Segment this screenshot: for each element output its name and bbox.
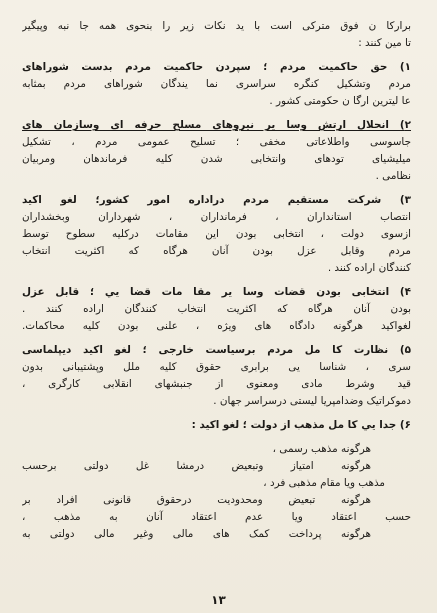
text-line: سری ، شناسا يی برابری حقوق کليه ملل وپشتيبانی بدون (22, 361, 411, 373)
text-line: جاسوسی واطلاعاتی مخفی ؛ تسليح عمومی مردم ، تشکيل (22, 136, 411, 148)
section-heading: ۲) انحلال ارتش وسا ير نيروهای مسلح حرفه ای وسازمان های (22, 119, 411, 131)
text-line: قيد وشرط مادی ومعنوی از جنبشهای انقلابی کارگری ، (22, 378, 411, 390)
text-line: نظامی . (375, 170, 411, 182)
section-heading: ۱) حق حاكميت مردم ؛ سپردن حاكميت مردم بدست شوراهای (22, 61, 411, 73)
section-heading: ۵) نظارت کا مل مردم برسياست خارجی ؛ لغو اکيد ديپلماسی (22, 344, 411, 356)
text-line: مردم وقابل عزل بودن آنان هرگاه که اکثريت انتخاب (22, 245, 411, 257)
section-2 (22, 117, 411, 185)
text-line: هرگونه تبعيض ومحدوديت درحقوق قانونی افراد بر (22, 494, 371, 506)
text-line: دموکراتيک وضدامپريا ليستی درسراسر جهان . (213, 395, 411, 407)
section-3 (22, 192, 411, 277)
section-4 (22, 284, 411, 335)
section-5 (22, 342, 411, 410)
text-line: ميليشيای تودهای وانتخابی شدن کليه فرماندهان ومربيان (22, 153, 411, 165)
text-line: بودن آنان هرگاه که اکثريت انتخاب کنندگان اراده کنند . (22, 303, 411, 315)
text-line: هرگونه مذهب رسمی ، (272, 443, 371, 455)
text-line: عا ليترين ارگا ن حکومتی کشور . (269, 95, 411, 107)
section-heading: ۴) انتخابی بودن قضات وسا ير مقا مات قضا يي ؛ قابل عزل (22, 286, 411, 298)
text-line: براركا ن فوق مترکی است با يد نکات زير را بنحوی همه جا نبه وپيگير (22, 20, 411, 32)
text-line: هرگونه پرداخت کمک های مالی وغير مالی دولتی به (22, 528, 371, 540)
text-line: لغواکيد هرگونه دادگاه های ويژه ، علنی بودن کليه محاکمات. (22, 320, 411, 332)
text-line: مردم وتشکيل کنگره سراسری نما يندگان شوراهای مردم بمثابه (22, 78, 411, 90)
text-line: حسب اعتقاد ويا عدم اعتقاد آنان به مذهب ، (22, 511, 411, 523)
section-heading: ۶) جدا يي كا مل مذهب از دولت ؛ لغو اکيد : (191, 419, 411, 431)
section-6 (22, 417, 411, 543)
page-number: ۱۳ (211, 593, 226, 607)
text-line: کنندگان اراده کنند . (327, 262, 411, 274)
intro-paragraph (22, 18, 411, 52)
text-line: مذهب ويا مقام مذهبی فرد ، (263, 477, 385, 489)
text-line: هرگونه امتياز وتبعيض درمشا غل دولتی برحسب (22, 460, 371, 472)
text-line: ازسوی دولت ، انتخابی بودن اين مقامات درکليه سطوح توسط (22, 228, 411, 240)
text-line: تا مين كنند : (358, 37, 411, 49)
section-1 (22, 59, 411, 110)
section-heading: ۳) شرکت مستقيم مردم دراداره امور کشور؛ لغو اكيد (22, 194, 411, 206)
text-line: انتصاب استانداران ، فرمانداران ، شهرداران وبخشداران (22, 211, 411, 223)
